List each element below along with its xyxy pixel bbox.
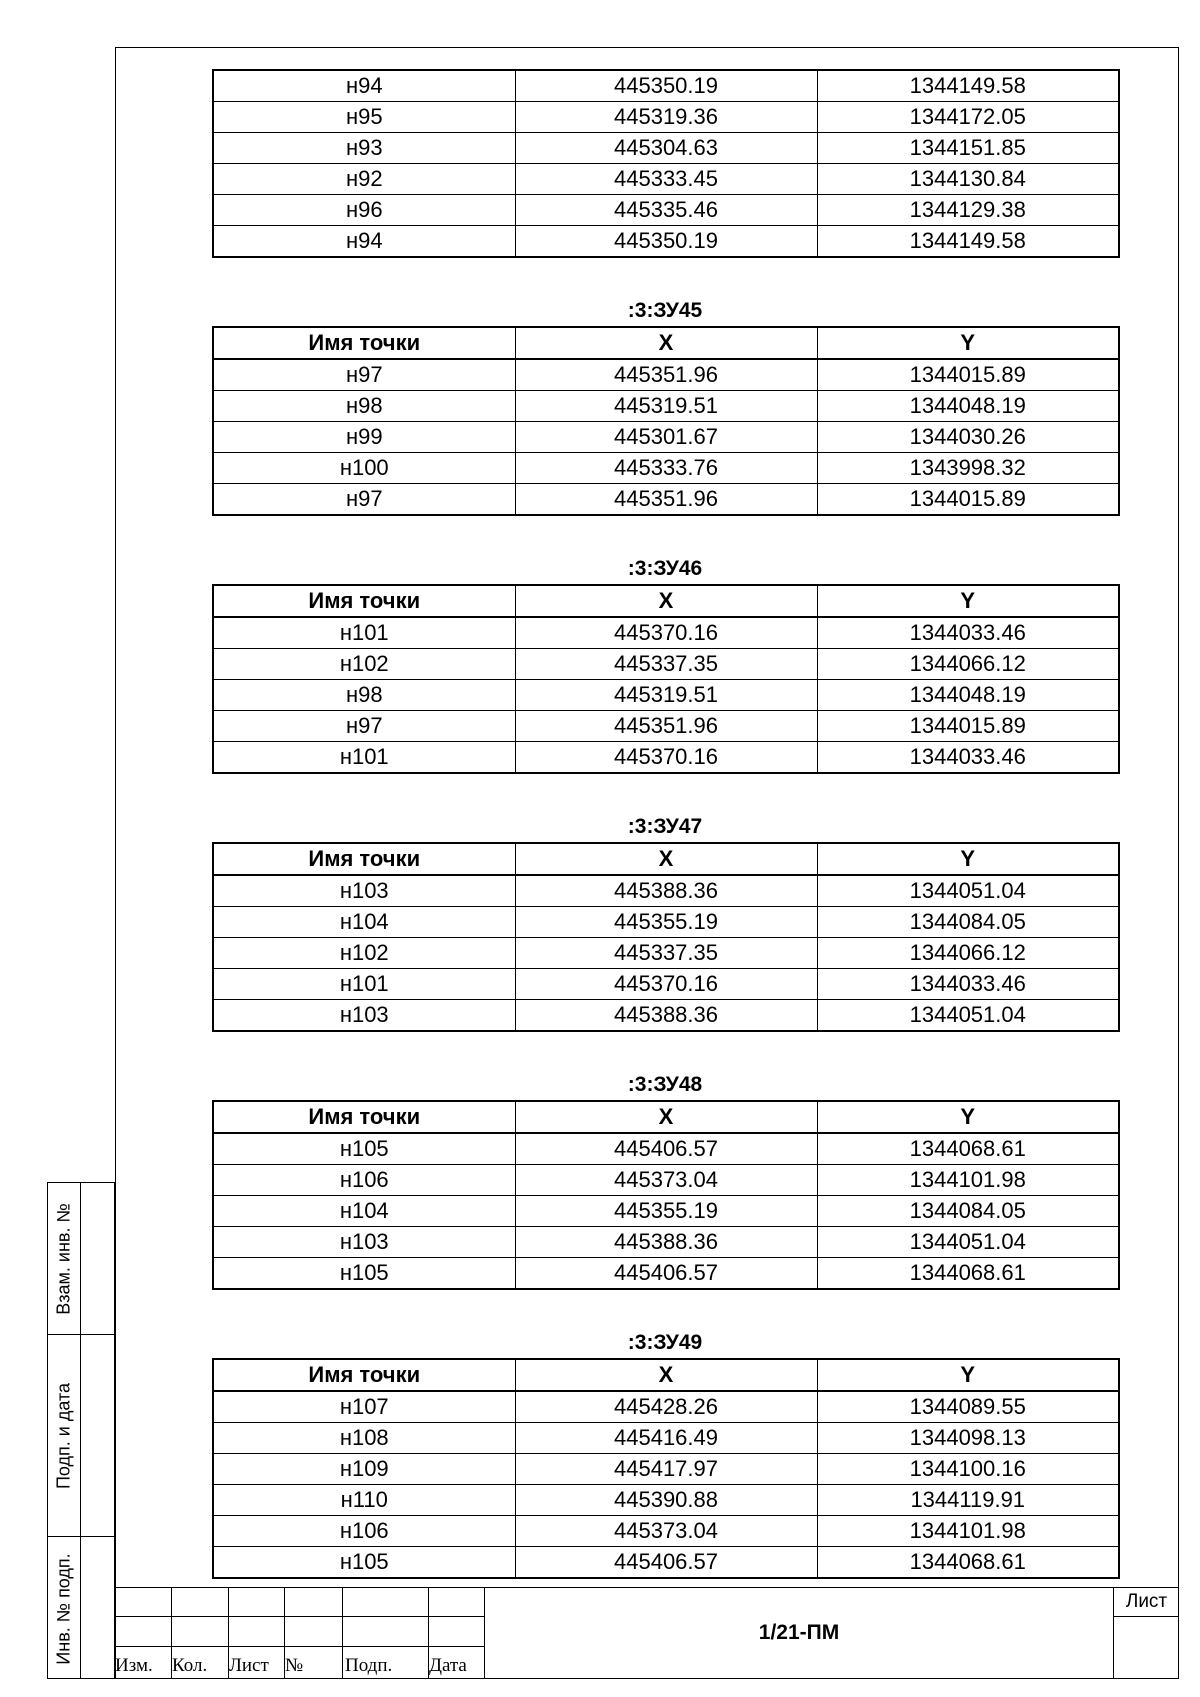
table-header-row <box>213 1101 1119 1133</box>
stamp-cell <box>285 1587 343 1617</box>
table-row <box>213 1423 1119 1454</box>
table-title-zu47: :3:ЗУ47 <box>627 815 703 838</box>
y-value: 1344030.26 <box>817 422 1119 453</box>
x-value: 445301.67 <box>515 422 817 453</box>
x-value: 445319.36 <box>515 102 817 133</box>
y-value: 1344015.89 <box>817 359 1119 391</box>
y-value: 1344101.98 <box>817 1516 1119 1547</box>
y-value: 1344068.61 <box>817 1258 1119 1290</box>
coord-table-zu46 <box>212 584 1120 774</box>
column-header-point-name: Имя точки <box>213 1101 515 1133</box>
column-header-y: Y <box>817 1359 1119 1391</box>
point-name: н101 <box>213 617 515 649</box>
y-value: 1344068.61 <box>817 1133 1119 1165</box>
point-name: н96 <box>213 195 515 226</box>
stamp-cell <box>172 1587 229 1617</box>
table-row <box>213 649 1119 680</box>
stamp-col-sheet <box>229 1647 285 1679</box>
point-name: н107 <box>213 1391 515 1423</box>
column-header-x: X <box>515 1101 817 1133</box>
x-value: 445406.57 <box>515 1133 817 1165</box>
side-stamp-labels <box>47 1182 81 1679</box>
stamp-cell <box>343 1587 429 1617</box>
stamp-cell <box>172 1617 229 1647</box>
point-name: н103 <box>213 875 515 907</box>
x-value: 445428.26 <box>515 1391 817 1423</box>
y-value: 1344172.05 <box>817 102 1119 133</box>
table-title-zu48: :3:ЗУ48 <box>627 1073 703 1096</box>
column-header-y: Y <box>817 585 1119 617</box>
stamp-label-number: № <box>285 1655 304 1676</box>
table-row <box>213 102 1119 133</box>
point-name: н103 <box>213 1000 515 1032</box>
point-name: н97 <box>213 359 515 391</box>
y-value: 1344033.46 <box>817 617 1119 649</box>
stamp-label-sheet: Лист <box>229 1655 269 1676</box>
x-value: 445351.96 <box>515 711 817 742</box>
stamp-label-date: Дата <box>429 1655 467 1676</box>
table-row <box>213 391 1119 422</box>
x-value: 445350.19 <box>515 70 817 102</box>
sheet-label: Лист <box>1113 1587 1179 1617</box>
document-code: 1/21-ПМ <box>758 1621 840 1644</box>
coord-table-continued <box>212 69 1120 258</box>
point-name: н99 <box>213 422 515 453</box>
side-value-sign-date <box>81 1334 114 1536</box>
x-value: 445390.88 <box>515 1485 817 1516</box>
stamp-label-change: Изм. <box>115 1655 153 1676</box>
table-row <box>213 1454 1119 1485</box>
point-name: н98 <box>213 391 515 422</box>
table-row <box>213 70 1119 102</box>
point-name: н94 <box>213 226 515 258</box>
side-label-sign-date: Подп. и дата <box>53 1382 74 1489</box>
x-value: 445406.57 <box>515 1258 817 1290</box>
table-row <box>213 133 1119 164</box>
point-name: н104 <box>213 1196 515 1227</box>
stamp-cell <box>229 1587 285 1617</box>
table-header-row <box>213 585 1119 617</box>
point-name: н106 <box>213 1165 515 1196</box>
stamp-col-change <box>115 1647 172 1679</box>
point-name: н102 <box>213 938 515 969</box>
point-name: н95 <box>213 102 515 133</box>
stamp-cell <box>429 1587 485 1617</box>
y-value: 1344084.05 <box>817 1196 1119 1227</box>
y-value: 1344101.98 <box>817 1165 1119 1196</box>
stamp-cell <box>115 1617 172 1647</box>
x-value: 445370.16 <box>515 969 817 1000</box>
y-value: 1344100.16 <box>817 1454 1119 1485</box>
y-value: 1344151.85 <box>817 133 1119 164</box>
x-value: 445304.63 <box>515 133 817 164</box>
x-value: 445351.96 <box>515 484 817 516</box>
y-value: 1344048.19 <box>817 680 1119 711</box>
column-header-x: X <box>515 327 817 359</box>
stamp-cell <box>115 1587 172 1617</box>
y-value: 1344130.84 <box>817 164 1119 195</box>
coord-table-zu49 <box>212 1358 1120 1579</box>
y-value: 1344066.12 <box>817 649 1119 680</box>
table-title-zu49: :3:ЗУ49 <box>627 1331 703 1354</box>
x-value: 445388.36 <box>515 875 817 907</box>
table-row <box>213 453 1119 484</box>
table-title-zu46: :3:ЗУ46 <box>627 557 703 580</box>
x-value: 445355.19 <box>515 907 817 938</box>
y-value: 1344015.89 <box>817 484 1119 516</box>
table-row <box>213 226 1119 258</box>
x-value: 445337.35 <box>515 938 817 969</box>
y-value: 1344048.19 <box>817 391 1119 422</box>
column-header-point-name: Имя точки <box>213 327 515 359</box>
point-name: н103 <box>213 1227 515 1258</box>
coord-table-zu45 <box>212 326 1120 516</box>
x-value: 445388.36 <box>515 1227 817 1258</box>
table-row <box>213 359 1119 391</box>
table-row <box>213 1516 1119 1547</box>
stamp-col-signature <box>343 1647 429 1679</box>
x-value: 445337.35 <box>515 649 817 680</box>
x-value: 445406.57 <box>515 1547 817 1579</box>
x-value: 445351.96 <box>515 359 817 391</box>
side-stamp-values <box>81 1182 115 1679</box>
point-name: н105 <box>213 1258 515 1290</box>
y-value: 1344051.04 <box>817 1000 1119 1032</box>
point-name: н105 <box>213 1547 515 1579</box>
table-row <box>213 484 1119 516</box>
table-row <box>213 422 1119 453</box>
table-row <box>213 938 1119 969</box>
side-cell-original-inv <box>48 1536 80 1680</box>
stamp-label-count: Кол. <box>172 1655 208 1676</box>
column-header-x: X <box>515 585 817 617</box>
coord-table-zu48 <box>212 1100 1120 1290</box>
table-row <box>213 1000 1119 1032</box>
point-name: н110 <box>213 1485 515 1516</box>
point-name: н105 <box>213 1133 515 1165</box>
y-value: 1344119.91 <box>817 1485 1119 1516</box>
point-name: н104 <box>213 907 515 938</box>
table-row <box>213 1165 1119 1196</box>
y-value: 1344033.46 <box>817 742 1119 774</box>
y-value: 1344129.38 <box>817 195 1119 226</box>
point-name: н106 <box>213 1516 515 1547</box>
stamp-col-date <box>429 1647 485 1679</box>
x-value: 445373.04 <box>515 1516 817 1547</box>
side-cell-sign-date <box>48 1334 80 1536</box>
column-header-point-name: Имя точки <box>213 843 515 875</box>
point-name: н94 <box>213 70 515 102</box>
stamp-cell <box>285 1617 343 1647</box>
x-value: 445333.45 <box>515 164 817 195</box>
y-value: 1344084.05 <box>817 907 1119 938</box>
table-header-row <box>213 327 1119 359</box>
y-value: 1344098.13 <box>817 1423 1119 1454</box>
side-cell-replace-inv <box>48 1183 80 1334</box>
point-name: н108 <box>213 1423 515 1454</box>
stamp-cell <box>429 1617 485 1647</box>
table-row <box>213 969 1119 1000</box>
table-row <box>213 875 1119 907</box>
table-row <box>213 195 1119 226</box>
stamp-label-signature: Подп. <box>345 1655 393 1676</box>
table-row <box>213 1133 1119 1165</box>
point-name: н109 <box>213 1454 515 1485</box>
stamp-cell <box>229 1617 285 1647</box>
stamp-cell <box>343 1617 429 1647</box>
table-row <box>213 617 1119 649</box>
column-header-y: Y <box>817 1101 1119 1133</box>
y-value: 1344149.58 <box>817 226 1119 258</box>
x-value: 445388.36 <box>515 1000 817 1032</box>
side-label-original-inv: Инв. № подп. <box>53 1552 74 1665</box>
y-value: 1344149.58 <box>817 70 1119 102</box>
column-header-point-name: Имя точки <box>213 1359 515 1391</box>
x-value: 445335.46 <box>515 195 817 226</box>
point-name: н101 <box>213 969 515 1000</box>
point-name: н97 <box>213 484 515 516</box>
point-name: н92 <box>213 164 515 195</box>
x-value: 445370.16 <box>515 742 817 774</box>
x-value: 445416.49 <box>515 1423 817 1454</box>
coord-table-zu47 <box>212 842 1120 1032</box>
table-row <box>213 164 1119 195</box>
y-value: 1344068.61 <box>817 1547 1119 1579</box>
table-row <box>213 1196 1119 1227</box>
table-row <box>213 1391 1119 1423</box>
table-row <box>213 1547 1119 1579</box>
table-row <box>213 711 1119 742</box>
table-row <box>213 1258 1119 1290</box>
sheet-number-cell <box>1113 1617 1179 1679</box>
y-value: 1344051.04 <box>817 1227 1119 1258</box>
column-header-point-name: Имя точки <box>213 585 515 617</box>
x-value: 445319.51 <box>515 391 817 422</box>
table-header-row <box>213 1359 1119 1391</box>
x-value: 445333.76 <box>515 453 817 484</box>
y-value: 1344066.12 <box>817 938 1119 969</box>
table-header-row <box>213 843 1119 875</box>
x-value: 445319.51 <box>515 680 817 711</box>
y-value: 1344015.89 <box>817 711 1119 742</box>
stamp-col-count <box>172 1647 229 1679</box>
table-title-zu45: :3:ЗУ45 <box>627 299 703 322</box>
x-value: 445355.19 <box>515 1196 817 1227</box>
table-row <box>213 907 1119 938</box>
x-value: 445350.19 <box>515 226 817 258</box>
table-row <box>213 1485 1119 1516</box>
point-name: н98 <box>213 680 515 711</box>
coordinate-tables <box>212 69 1118 1579</box>
point-name: н101 <box>213 742 515 774</box>
side-label-replace-inv: Взам. инв. № <box>53 1202 74 1315</box>
y-value: 1344033.46 <box>817 969 1119 1000</box>
x-value: 445370.16 <box>515 617 817 649</box>
y-value: 1344051.04 <box>817 875 1119 907</box>
table-row <box>213 1227 1119 1258</box>
y-value: 1343998.32 <box>817 453 1119 484</box>
x-value: 445373.04 <box>515 1165 817 1196</box>
table-row <box>213 742 1119 774</box>
point-name: н100 <box>213 453 515 484</box>
column-header-x: X <box>515 843 817 875</box>
x-value: 445417.97 <box>515 1454 817 1485</box>
point-name: н102 <box>213 649 515 680</box>
table-row <box>213 680 1119 711</box>
y-value: 1344089.55 <box>817 1391 1119 1423</box>
column-header-y: Y <box>817 843 1119 875</box>
point-name: н97 <box>213 711 515 742</box>
point-name: н93 <box>213 133 515 164</box>
column-header-y: Y <box>817 327 1119 359</box>
side-stamp <box>47 1182 115 1679</box>
title-block <box>115 1587 1179 1679</box>
side-value-original-inv <box>81 1536 114 1680</box>
stamp-col-number <box>285 1647 343 1679</box>
column-header-x: X <box>515 1359 817 1391</box>
